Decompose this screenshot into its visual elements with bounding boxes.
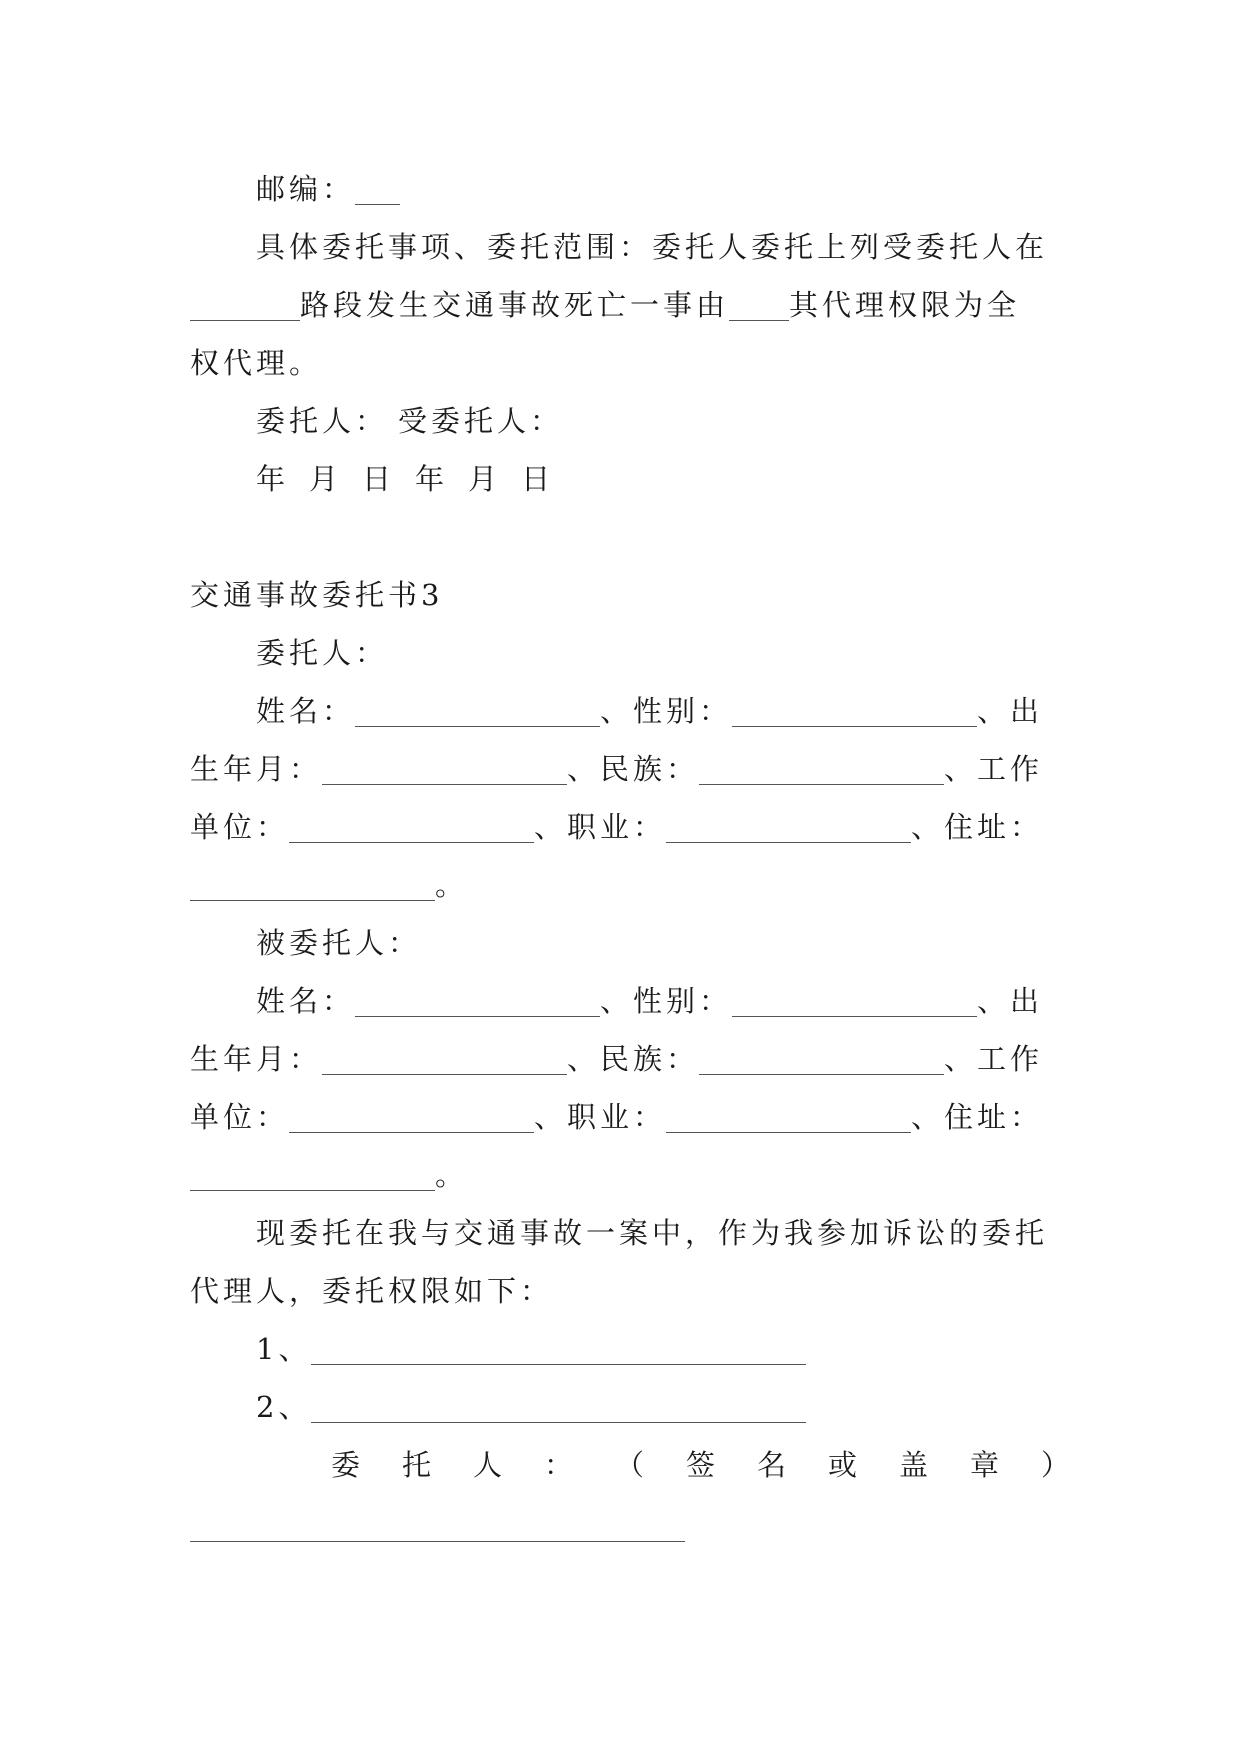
client-row-2 [190, 740, 1060, 798]
item-1-number: 1、 [256, 1332, 312, 1366]
agent-signature-label: 受委托人： [398, 404, 564, 438]
period: 。 [435, 868, 469, 902]
birth-label: 生年月： [190, 1042, 323, 1076]
sign-char: （ [615, 1448, 645, 1482]
birth-label-end: 、出 [977, 984, 1044, 1018]
mandate-text-2: 代理人，委托权限如下： [190, 1274, 554, 1308]
scope-line-3 [190, 334, 1060, 392]
work-label-end: 、工作 [944, 1042, 1044, 1076]
work-label-end: 、工作 [944, 752, 1044, 786]
scope-text-1: 具体委托事项、委托范围：委托人委托上列受委托人在 [256, 230, 1049, 264]
postcode-label: 邮编： [256, 172, 356, 206]
client-ethnicity-blank[interactable] [699, 754, 944, 785]
agent-ethnicity-blank[interactable] [699, 1044, 944, 1075]
sign-char: 或 [828, 1448, 858, 1482]
unit-label: 单位： [190, 1100, 290, 1134]
sign-char: 托 [402, 1448, 432, 1482]
job-label: 、职业： [534, 1100, 667, 1134]
section-title-text: 交通事故委托书3 [190, 578, 444, 612]
agent-row-2 [190, 1030, 1060, 1088]
mandate-line-1 [190, 1204, 1060, 1262]
agent-name-blank[interactable] [355, 986, 600, 1017]
client-row-3 [190, 798, 1060, 856]
unit-label: 单位： [190, 810, 290, 844]
authority-item-1 [190, 1320, 1060, 1378]
authority-item-2 [190, 1378, 1060, 1436]
agent-heading-text: 被委托人： [256, 926, 422, 960]
ethnicity-label: 、民族： [567, 1042, 700, 1076]
road-section-blank[interactable] [190, 290, 300, 321]
signature-blank-line[interactable] [190, 1540, 685, 1542]
gender-label: 、性别： [600, 694, 733, 728]
scope-line-2 [190, 276, 1060, 334]
agent-row-1 [190, 972, 1060, 1030]
agent-job-blank[interactable] [666, 1102, 911, 1133]
client-sign-line [190, 1436, 1071, 1494]
authority-item-1-blank[interactable] [311, 1334, 806, 1365]
period: 。 [435, 1158, 469, 1192]
date-year-2: 年 [415, 462, 449, 496]
mandate-text-1: 现委托在我与交通事故一案中，作为我参加诉讼的委托 [256, 1216, 1049, 1250]
item-2-number: 2、 [256, 1390, 312, 1424]
ethnicity-label: 、民族： [567, 752, 700, 786]
date-month-1: 月 [309, 462, 343, 496]
client-row-4 [190, 856, 1060, 914]
name-label: 姓名： [256, 694, 356, 728]
signature-line [190, 392, 1060, 450]
sign-char: ： [544, 1448, 574, 1482]
job-label: 、职业： [534, 810, 667, 844]
date-year-1: 年 [256, 462, 290, 496]
agent-heading [190, 914, 1060, 972]
authority-item-2-blank[interactable] [311, 1392, 806, 1423]
sign-char: 签 [686, 1448, 716, 1482]
client-birth-blank[interactable] [322, 754, 567, 785]
date-month-2: 月 [468, 462, 502, 496]
sign-char: 人 [473, 1448, 503, 1482]
client-address-blank[interactable] [190, 870, 435, 901]
date-line [190, 450, 1060, 508]
sign-char: ） [1041, 1448, 1071, 1482]
gender-label: 、性别： [600, 984, 733, 1018]
birth-label-end: 、出 [977, 694, 1044, 728]
scope-text-3: 权代理。 [190, 346, 323, 380]
sign-char: 委 [331, 1448, 361, 1482]
client-gender-blank[interactable] [732, 696, 977, 727]
agent-gender-blank[interactable] [732, 986, 977, 1017]
birth-label: 生年月： [190, 752, 323, 786]
mandate-line-2 [190, 1262, 1060, 1320]
section-title [190, 566, 1060, 624]
client-row-1 [190, 682, 1060, 740]
agent-address-blank[interactable] [190, 1160, 435, 1191]
agent-unit-blank[interactable] [289, 1102, 534, 1133]
sign-char: 章 [970, 1448, 1000, 1482]
sign-char: 盖 [899, 1448, 929, 1482]
scope-text-2b: 其代理权限为全 [789, 288, 1021, 322]
document-page [190, 160, 1071, 1542]
agent-row-4 [190, 1146, 1060, 1204]
date-day-1: 日 [362, 462, 396, 496]
postcode-blank[interactable] [355, 174, 400, 205]
scope-line-1 [190, 218, 1060, 276]
address-label: 、住址： [911, 810, 1044, 844]
date-day-2: 日 [521, 462, 555, 496]
sign-char: 名 [757, 1448, 787, 1482]
client-job-blank[interactable] [666, 812, 911, 843]
client-signature-label: 委托人： [256, 404, 389, 438]
client-name-blank[interactable] [355, 696, 600, 727]
agent-birth-blank[interactable] [322, 1044, 567, 1075]
postcode-line [190, 160, 1060, 218]
name-label: 姓名： [256, 984, 356, 1018]
scope-text-2a: 路段发生交通事故死亡一事由 [300, 288, 730, 322]
reason-blank[interactable] [729, 290, 789, 321]
client-unit-blank[interactable] [289, 812, 534, 843]
agent-row-3 [190, 1088, 1060, 1146]
client-heading-text: 委托人： [256, 636, 389, 670]
client-heading [190, 624, 1060, 682]
address-label: 、住址： [911, 1100, 1044, 1134]
